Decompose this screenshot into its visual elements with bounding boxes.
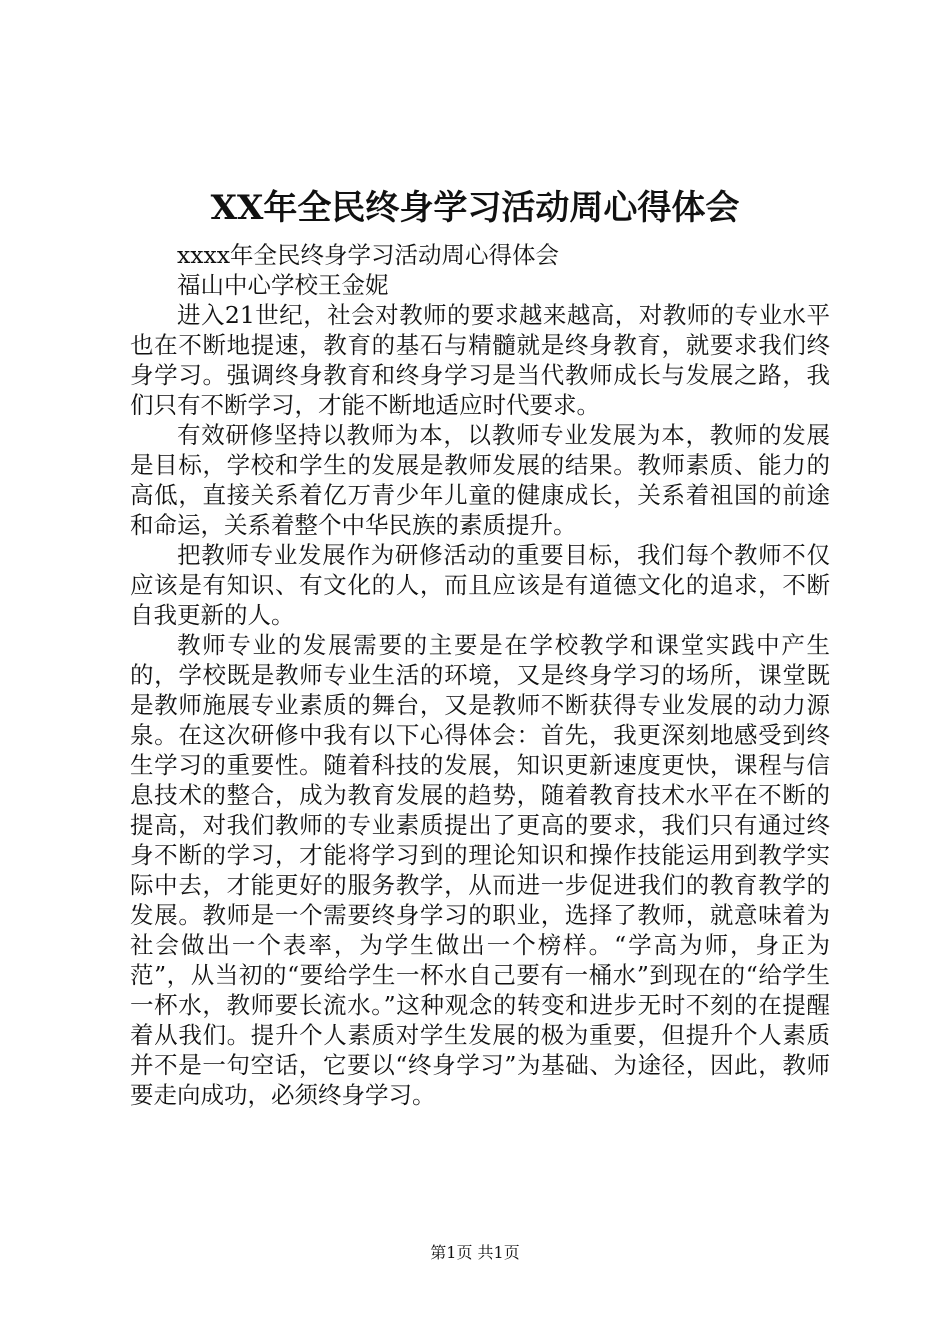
paragraph: 有效研修坚持以教师为本，以教师专业发展为本，教师的发展是目标，学校和学生的发展是教师发展的结果。教师素质、能力的高低，直接关系着亿万青少年儿童的健康成长，关系着祖国的前途和命运，关系着整个中华民族的素质提升。 xyxy=(130,421,830,539)
author-line: 福山中心学校王金妮 xyxy=(177,271,389,299)
document-title: XX年全民终身学习活动周心得体会 xyxy=(210,188,740,228)
paragraph: 教师专业的发展需要的主要是在学校教学和课堂实践中产生的，学校既是教师专业生活的环境，又是终身学习的场所，课堂既是教师施展专业素质的舞台，又是教师不断获得专业发展的动力源泉。在这次研修中我有以下心得体会：首先，我更深刻地感受到终生学习的重要性。随着科技的发展，知识更新速度更快，课程与信息技术的整合，成为教育发展的趋势，随着教育技术水平在不断的提高，对我们教师的专业素质提出了更高的要求，我们只有通过终身不断的学习，才能将学习到的理论知识和操作技能运用到教学实际中去，才能更好的服务教学，从而进一步促进我们的教育教学的发展。教师是一个需要终身学习的职业，选择了教师，就意味着为社会做出一个表率，为学生做出一个榜样。“学高为师，身正为范”，从当初的“要给学生一杯水自己要有一桶水”到现在的“给学生一杯水，教师要长流水。”这种观念的转变和进步无时不刻的在提醒着从我们。提升个人素质对学生发展的极为重要，但提升个人素质并不是一句空话，它要以“终身学习”为基础、为途径，因此，教师要走向成功，必须终身学习。 xyxy=(130,631,830,1109)
document-body xyxy=(130,240,830,1110)
page-footer: 第1页 共1页 xyxy=(430,1243,520,1262)
paragraph: 进入21世纪，社会对教师的要求越来越高，对教师的专业水平也在不断地提速，教育的基石与精髓就是终身教育，就要求我们终身学习。强调终身教育和终身学习是当代教师成长与发展之路，我们只有不断学习，才能不断地适应时代要求。 xyxy=(130,301,830,419)
paragraph: 把教师专业发展作为研修活动的重要目标，我们每个教师不仅应该是有知识、有文化的人，而且应该是有道德文化的追求，不断自我更新的人。 xyxy=(130,541,830,629)
subtitle-line: xxxx年全民终身学习活动周心得体会 xyxy=(177,241,560,269)
